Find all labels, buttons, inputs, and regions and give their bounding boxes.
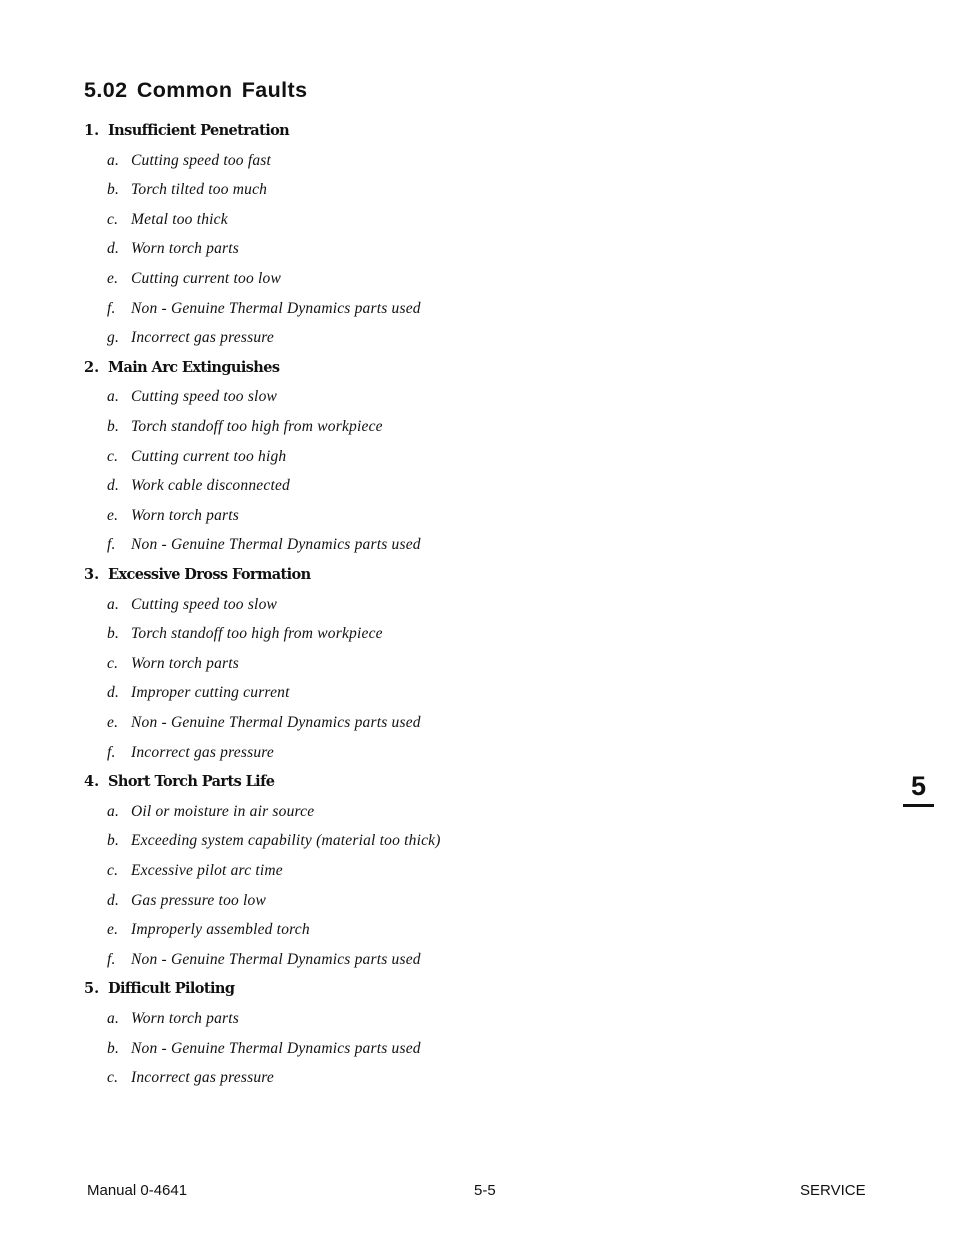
fault-title: Insufficient Penetration (108, 122, 290, 139)
fault-title: Main Arc Extinguishes (108, 358, 280, 376)
cause-text: Worn torch parts (131, 240, 239, 258)
cause-text: Worn torch parts (131, 1010, 239, 1027)
list-item (107, 711, 421, 735)
list-item (107, 622, 383, 646)
list-item (107, 1037, 421, 1061)
cause-text: Non - Genuine Thermal Dynamics parts used (131, 1039, 421, 1057)
fault-heading (84, 119, 289, 143)
cause-letter: e. (107, 714, 119, 731)
cause-text: Torch tilted too much (131, 181, 268, 199)
list-item (107, 681, 290, 705)
list-item (107, 178, 267, 202)
cause-text: Cutting speed too slow (131, 595, 278, 613)
cause-text: Improper cutting current (131, 684, 290, 702)
cause-text: Exceeding system capability (material too thick) (131, 832, 441, 850)
cause-letter: f. (107, 299, 116, 317)
list-item (107, 800, 314, 824)
cause-letter: b. (107, 181, 120, 199)
list-item (107, 1066, 274, 1090)
cause-letter: f. (107, 536, 116, 554)
cause-letter: a. (107, 802, 120, 820)
list-item (107, 652, 239, 676)
list-item (107, 533, 421, 557)
list-item (107, 149, 271, 173)
chapter-tab: 5 (903, 770, 934, 807)
cause-text: Non - Genuine Thermal Dynamics parts used (131, 536, 421, 554)
cause-text: Metal too thick (131, 210, 228, 228)
list-item (107, 741, 274, 765)
cause-letter: e. (107, 921, 119, 939)
list-item (107, 415, 383, 439)
cause-letter: b. (107, 1039, 120, 1057)
list-item (107, 385, 277, 409)
cause-letter: g. (107, 329, 120, 347)
fault-heading (84, 977, 234, 1001)
cause-text: Cutting current too low (131, 270, 281, 287)
cause-text: Cutting current too high (131, 447, 287, 465)
cause-letter: b. (107, 418, 120, 435)
cause-letter: e. (107, 270, 119, 287)
list-item (107, 1007, 239, 1031)
cause-text: Non - Genuine Thermal Dynamics parts used (131, 714, 421, 731)
cause-letter: a. (107, 388, 120, 406)
cause-text: Non - Genuine Thermal Dynamics parts used (131, 299, 421, 317)
cause-letter: f. (107, 950, 116, 968)
cause-letter: e. (107, 506, 119, 524)
list-item (107, 889, 266, 913)
cause-letter: a. (107, 595, 120, 613)
cause-letter: a. (107, 151, 120, 169)
list-item (107, 504, 239, 528)
fault-number: 2. (84, 358, 100, 376)
cause-letter: c. (107, 654, 119, 672)
list-item (107, 474, 290, 498)
fault-title: Excessive Dross Formation (108, 566, 311, 583)
cause-text: Excessive pilot arc time (131, 862, 283, 879)
fault-title: Short Torch Parts Life (108, 773, 275, 791)
cause-text: Worn torch parts (131, 506, 239, 524)
cause-letter: c. (107, 862, 119, 879)
cause-letter: c. (107, 1069, 119, 1087)
cause-text: Incorrect gas pressure (131, 1069, 275, 1087)
fault-number: 4. (84, 773, 100, 791)
footer-manual-number: Manual 0-4641 (87, 1182, 188, 1199)
cause-letter: c. (107, 447, 119, 465)
cause-text: Gas pressure too low (131, 891, 267, 909)
list-item (107, 593, 277, 617)
section-title: 5.02 Common Faults (84, 78, 308, 102)
footer-page-number: 5-5 (474, 1182, 496, 1199)
cause-letter: d. (107, 684, 120, 702)
list-item (107, 297, 421, 321)
cause-letter: d. (107, 891, 120, 909)
cause-text: Cutting speed too fast (131, 151, 272, 169)
list-item (107, 859, 283, 883)
cause-text: Torch standoff too high from workpiece (131, 418, 383, 435)
fault-number: 1. (84, 122, 100, 139)
cause-text: Improperly assembled torch (131, 921, 310, 939)
fault-title: Difficult Piloting (108, 980, 235, 998)
cause-text: Non - Genuine Thermal Dynamics parts used (131, 950, 421, 968)
list-item (107, 267, 281, 291)
fault-heading (84, 356, 279, 380)
fault-heading (84, 563, 311, 587)
cause-text: Torch standoff too high from workpiece (131, 625, 383, 643)
list-item (107, 445, 286, 469)
cause-letter: a. (107, 1010, 120, 1027)
fault-number: 3. (84, 566, 100, 583)
fault-number: 5. (84, 980, 100, 998)
cause-letter: b. (107, 625, 120, 643)
cause-letter: d. (107, 240, 120, 258)
list-item (107, 208, 228, 232)
cause-letter: c. (107, 210, 119, 228)
fault-heading (84, 770, 274, 794)
cause-text: Incorrect gas pressure (131, 743, 275, 761)
cause-text: Cutting speed too slow (131, 388, 278, 406)
cause-letter: b. (107, 832, 120, 850)
list-item (107, 829, 441, 853)
footer-section-name: SERVICE (800, 1182, 866, 1199)
cause-text: Worn torch parts (131, 654, 239, 672)
list-item (107, 918, 310, 942)
list-item (107, 237, 239, 261)
cause-letter: f. (107, 743, 116, 761)
cause-letter: d. (107, 477, 120, 495)
cause-text: Incorrect gas pressure (131, 329, 275, 347)
cause-text: Oil or moisture in air source (131, 802, 315, 820)
cause-text: Work cable disconnected (131, 477, 290, 495)
list-item (107, 948, 421, 972)
list-item (107, 326, 274, 350)
